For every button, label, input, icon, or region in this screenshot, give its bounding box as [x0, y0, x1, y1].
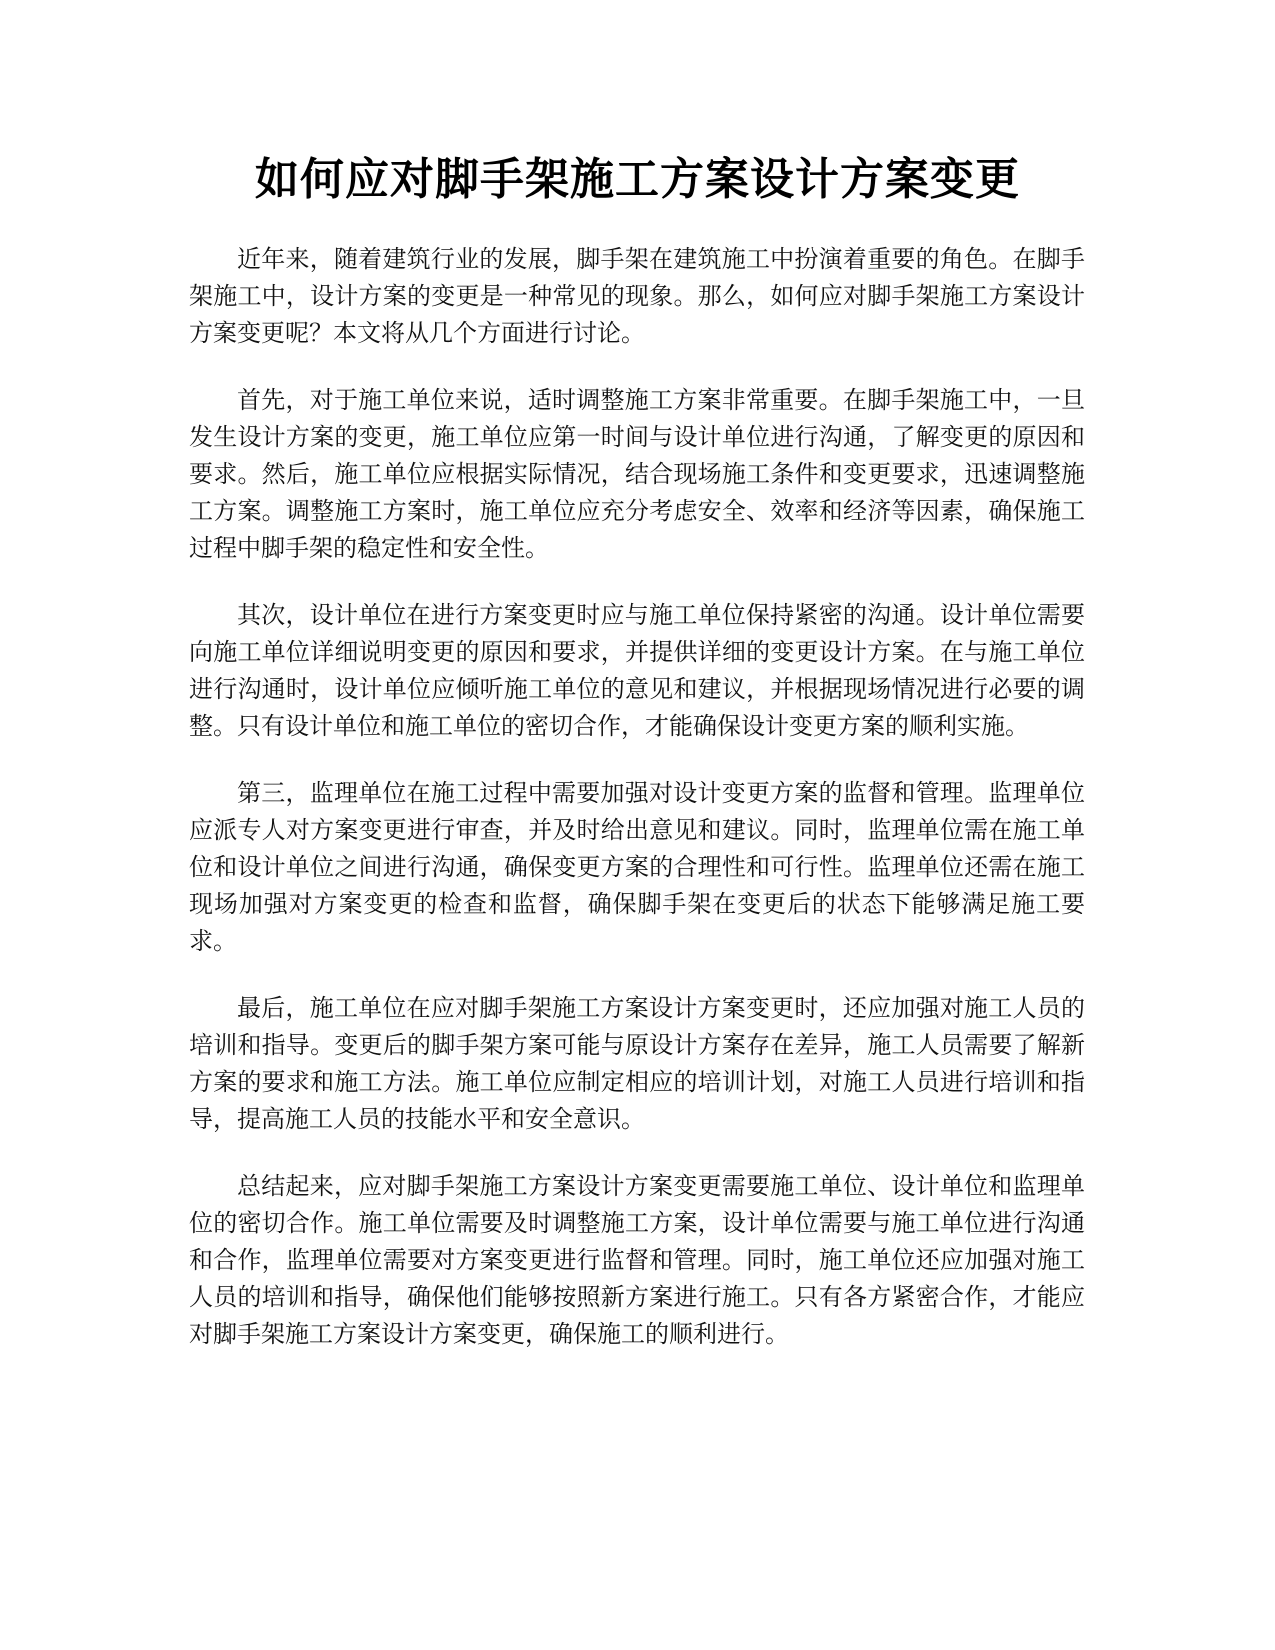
paragraph-construction-unit: 首先，对于施工单位来说，适时调整施工方案非常重要。在脚手架施工中，一旦发生设计方案的变更，施工单位应第一时间与设计单位进行沟通，了解变更的原因和要求。然后，施工单位应根据实际情况，结合现场施工条件和变更要求，迅速调整施工方案。调整施工方案时，施工单位应充分考虑安全、效率和经济等因素，确保施工过程中脚手架的稳定性和安全性。	[189, 386, 1085, 562]
paragraph-intro: 近年来，随着建筑行业的发展，脚手架在建筑施工中扮演着重要的角色。在脚手架施工中，设计方案的变更是一种常见的现象。那么，如何应对脚手架施工方案设计方案变更呢？本文将从几个方面进行讨论。	[189, 245, 1085, 347]
document-title: 如何应对脚手架施工方案设计方案变更	[255, 154, 1020, 205]
paragraph-design-unit: 其次，设计单位在进行方案变更时应与施工单位保持紧密的沟通。设计单位需要向施工单位详细说明变更的原因和要求，并提供详细的变更设计方案。在与施工单位进行沟通时，设计单位应倾听施工单位的意见和建议，并根据现场情况进行必要的调整。只有设计单位和施工单位的密切合作，才能确保设计变更方案的顺利实施。	[189, 601, 1085, 740]
document-body	[189, 241, 1085, 1383]
paragraph-conclusion: 总结起来，应对脚手架施工方案设计方案变更需要施工单位、设计单位和监理单位的密切合作。施工单位需要及时调整施工方案，设计单位需要与施工单位进行沟通和合作，监理单位需要对方案变更进行监督和管理。同时，施工单位还应加强对施工人员的培训和指导，确保他们能够按照新方案进行施工。只有各方紧密合作，才能应对脚手架施工方案设计方案变更，确保施工的顺利进行。	[189, 1172, 1085, 1348]
paragraph-supervision-unit: 第三，监理单位在施工过程中需要加强对设计变更方案的监督和管理。监理单位应派专人对方案变更进行审查，并及时给出意见和建议。同时，监理单位需在施工单位和设计单位之间进行沟通，确保变更方案的合理性和可行性。监理单位还需在施工现场加强对方案变更的检查和监督，确保脚手架在变更后的状态下能够满足施工要求。	[189, 779, 1085, 955]
paragraph-training: 最后，施工单位在应对脚手架施工方案设计方案变更时，还应加强对施工人员的培训和指导。变更后的脚手架方案可能与原设计方案存在差异，施工人员需要了解新方案的要求和施工方法。施工单位应制定相应的培训计划，对施工人员进行培训和指导，提高施工人员的技能水平和安全意识。	[189, 994, 1085, 1133]
